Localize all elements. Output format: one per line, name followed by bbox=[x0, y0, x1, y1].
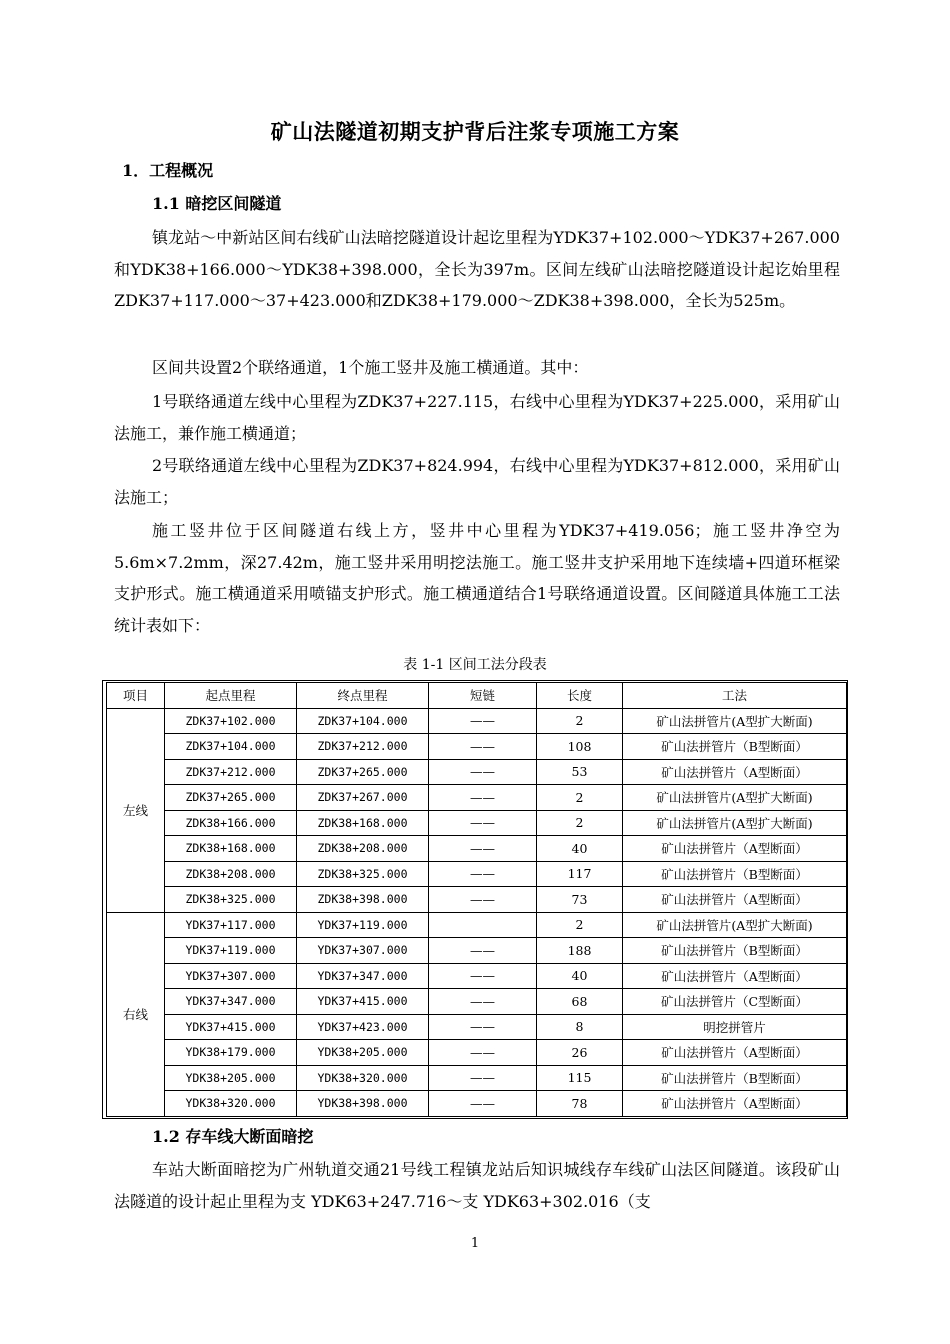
length-cell: 115 bbox=[537, 1065, 623, 1091]
method-cell: 矿山法拼管片（B型断面） bbox=[623, 1065, 847, 1091]
short-chain-cell bbox=[429, 912, 537, 938]
start-chainage-cell: YDK38+320.000 bbox=[165, 1091, 297, 1117]
short-chain-cell: —— bbox=[429, 887, 537, 913]
end-chainage-cell: YDK37+307.000 bbox=[297, 938, 429, 964]
short-chain-cell: —— bbox=[429, 1014, 537, 1040]
short-chain-cell: —— bbox=[429, 963, 537, 989]
start-chainage-cell: YDK37+117.000 bbox=[165, 912, 297, 938]
table-caption: 表 1-1 区间工法分段表 bbox=[403, 657, 547, 673]
method-cell: 明挖拼管片 bbox=[623, 1014, 847, 1040]
construction-method-table bbox=[106, 682, 847, 1117]
end-chainage-cell: ZDK38+325.000 bbox=[297, 861, 429, 887]
length-cell: 2 bbox=[537, 785, 623, 811]
table-row bbox=[107, 963, 847, 989]
length-cell: 8 bbox=[537, 1014, 623, 1040]
length-cell: 40 bbox=[537, 836, 623, 862]
header-cell: 终点里程 bbox=[297, 683, 429, 709]
method-cell: 矿山法拼管片（B型断面） bbox=[623, 861, 847, 887]
length-cell: 68 bbox=[537, 989, 623, 1015]
header-cell: 长度 bbox=[537, 683, 623, 709]
short-chain-cell: —— bbox=[429, 1040, 537, 1066]
short-chain-cell: —— bbox=[429, 734, 537, 760]
start-chainage-cell: ZDK38+166.000 bbox=[165, 810, 297, 836]
method-cell: 矿山法拼管片(A型扩大断面) bbox=[623, 810, 847, 836]
start-chainage-cell: ZDK37+265.000 bbox=[165, 785, 297, 811]
method-cell: 矿山法拼管片（C型断面） bbox=[623, 989, 847, 1015]
start-chainage-cell: ZDK38+168.000 bbox=[165, 836, 297, 862]
start-chainage-cell: YDK37+347.000 bbox=[165, 989, 297, 1015]
paragraph-4: 2号联络通道左线中心里程为ZDK37+824.994，右线中心里程为YDK37+812.000，采用矿山法施工； bbox=[114, 456, 840, 507]
end-chainage-cell: ZDK37+104.000 bbox=[297, 708, 429, 734]
paragraph-2: 区间共设置2个联络通道，1个施工竖井及施工横通道。其中： bbox=[152, 358, 589, 377]
start-chainage-cell: ZDK38+208.000 bbox=[165, 861, 297, 887]
end-chainage-cell: YDK37+119.000 bbox=[297, 912, 429, 938]
section-heading-1-1: 1.1 暗挖区间隧道 bbox=[152, 194, 282, 213]
header-cell: 项目 bbox=[107, 683, 165, 709]
method-cell: 矿山法拼管片(A型扩大断面) bbox=[623, 785, 847, 811]
table-row bbox=[107, 810, 847, 836]
length-cell: 40 bbox=[537, 963, 623, 989]
length-cell: 2 bbox=[537, 708, 623, 734]
table-row bbox=[107, 912, 847, 938]
short-chain-cell: —— bbox=[429, 836, 537, 862]
length-cell: 117 bbox=[537, 861, 623, 887]
method-cell: 矿山法拼管片（A型断面） bbox=[623, 836, 847, 862]
end-chainage-cell: YDK37+423.000 bbox=[297, 1014, 429, 1040]
header-cell: 短链 bbox=[429, 683, 537, 709]
start-chainage-cell: ZDK37+212.000 bbox=[165, 759, 297, 785]
table-row bbox=[107, 785, 847, 811]
method-cell: 矿山法拼管片（A型断面） bbox=[623, 963, 847, 989]
table-row bbox=[107, 1014, 847, 1040]
table-row bbox=[107, 759, 847, 785]
paragraph-3: 1号联络通道左线中心里程为ZDK37+227.115，右线中心里程为YDK37+225.000，采用矿山法施工，兼作施工横通道； bbox=[114, 392, 840, 443]
end-chainage-cell: ZDK37+212.000 bbox=[297, 734, 429, 760]
table-row bbox=[107, 861, 847, 887]
length-cell: 26 bbox=[537, 1040, 623, 1066]
start-chainage-cell: YDK38+205.000 bbox=[165, 1065, 297, 1091]
table-row bbox=[107, 708, 847, 734]
section-heading-1: 1．工程概况 bbox=[122, 161, 214, 180]
table-row bbox=[107, 1040, 847, 1066]
short-chain-cell: —— bbox=[429, 759, 537, 785]
end-chainage-cell: YDK38+398.000 bbox=[297, 1091, 429, 1117]
end-chainage-cell: ZDK37+267.000 bbox=[297, 785, 429, 811]
start-chainage-cell: YDK37+307.000 bbox=[165, 963, 297, 989]
table-row bbox=[107, 1091, 847, 1117]
length-cell: 78 bbox=[537, 1091, 623, 1117]
end-chainage-cell: YDK38+320.000 bbox=[297, 1065, 429, 1091]
table-row bbox=[107, 938, 847, 964]
method-cell: 矿山法拼管片（A型断面） bbox=[623, 887, 847, 913]
start-chainage-cell: YDK38+179.000 bbox=[165, 1040, 297, 1066]
paragraph-1: 镇龙站～中新站区间右线矿山法暗挖隧道设计起讫里程为YDK37+102.000～YDK37+267.000和YDK38+166.000～YDK38+398.000，全长为397m。区间左线矿山法暗挖隧道设计起讫始里程ZDK37+117.000～37+423.000和ZDK38+179.000～ZDK38+398.000，全长为525m。 bbox=[114, 228, 840, 310]
start-chainage-cell: ZDK37+104.000 bbox=[165, 734, 297, 760]
method-cell: 矿山法拼管片（A型断面） bbox=[623, 1091, 847, 1117]
start-chainage-cell: YDK37+119.000 bbox=[165, 938, 297, 964]
short-chain-cell: —— bbox=[429, 708, 537, 734]
start-chainage-cell: ZDK38+325.000 bbox=[165, 887, 297, 913]
document-title: 矿山法隧道初期支护背后注浆专项施工方案 bbox=[270, 119, 680, 144]
table-row bbox=[107, 734, 847, 760]
start-chainage-cell: YDK37+415.000 bbox=[165, 1014, 297, 1040]
end-chainage-cell: ZDK38+168.000 bbox=[297, 810, 429, 836]
table-row bbox=[107, 836, 847, 862]
table-header-row bbox=[107, 683, 847, 709]
start-chainage-cell: ZDK37+102.000 bbox=[165, 708, 297, 734]
method-cell: 矿山法拼管片(A型扩大断面) bbox=[623, 912, 847, 938]
length-cell: 53 bbox=[537, 759, 623, 785]
method-cell: 矿山法拼管片（A型断面） bbox=[623, 1040, 847, 1066]
section-heading-1-2: 1.2 存车线大断面暗挖 bbox=[152, 1127, 314, 1146]
short-chain-cell: —— bbox=[429, 810, 537, 836]
method-cell: 矿山法拼管片（B型断面） bbox=[623, 938, 847, 964]
length-cell: 188 bbox=[537, 938, 623, 964]
end-chainage-cell: YDK38+205.000 bbox=[297, 1040, 429, 1066]
paragraph-6: 车站大断面暗挖为广州轨道交通21号线工程镇龙站后知识城线存车线矿山法区间隧道。该段矿山法隧道的设计起止里程为支 YDK63+247.716～支 YDK63+302.016（支 bbox=[114, 1160, 840, 1211]
end-chainage-cell: ZDK38+208.000 bbox=[297, 836, 429, 862]
header-cell: 工法 bbox=[623, 683, 847, 709]
group-label-cell: 左线 bbox=[107, 708, 165, 912]
length-cell: 108 bbox=[537, 734, 623, 760]
length-cell: 73 bbox=[537, 887, 623, 913]
short-chain-cell: —— bbox=[429, 938, 537, 964]
short-chain-cell: —— bbox=[429, 1065, 537, 1091]
group-label-cell: 右线 bbox=[107, 912, 165, 1116]
end-chainage-cell: ZDK37+265.000 bbox=[297, 759, 429, 785]
short-chain-cell: —— bbox=[429, 1091, 537, 1117]
short-chain-cell: —— bbox=[429, 785, 537, 811]
method-cell: 矿山法拼管片（B型断面） bbox=[623, 734, 847, 760]
page-number: 1 bbox=[470, 1236, 480, 1251]
paragraph-5: 施工竖井位于区间隧道右线上方，竖井中心里程为YDK37+419.056；施工竖井净空为5.6m×7.2mm，深27.42m，施工竖井采用明挖法施工。施工竖井支护采用地下连续墙+四道环框梁支护形式。施工横通道采用喷锚支护形式。施工横通道结合1号联络通道设置。区间隧道具体施工工法统计表如下： bbox=[114, 521, 840, 635]
length-cell: 2 bbox=[537, 912, 623, 938]
short-chain-cell: —— bbox=[429, 861, 537, 887]
end-chainage-cell: ZDK38+398.000 bbox=[297, 887, 429, 913]
end-chainage-cell: YDK37+347.000 bbox=[297, 963, 429, 989]
method-cell: 矿山法拼管片（A型断面） bbox=[623, 759, 847, 785]
table-row bbox=[107, 989, 847, 1015]
length-cell: 2 bbox=[537, 810, 623, 836]
method-cell: 矿山法拼管片(A型扩大断面) bbox=[623, 708, 847, 734]
short-chain-cell: —— bbox=[429, 989, 537, 1015]
end-chainage-cell: YDK37+415.000 bbox=[297, 989, 429, 1015]
header-cell: 起点里程 bbox=[165, 683, 297, 709]
table-row bbox=[107, 1065, 847, 1091]
table-row bbox=[107, 887, 847, 913]
